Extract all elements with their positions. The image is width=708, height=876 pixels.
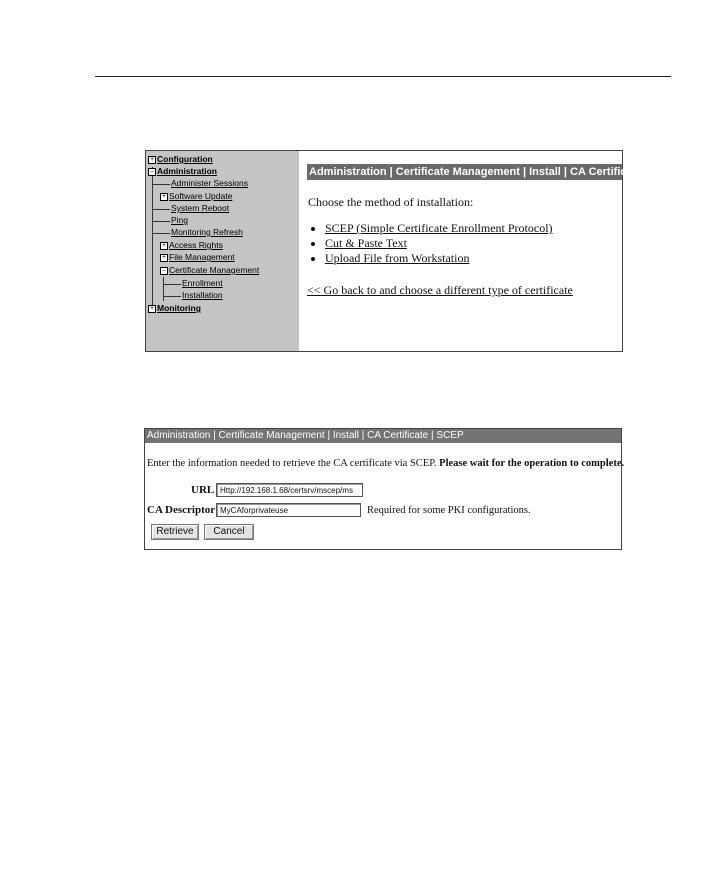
ca-descriptor-field[interactable]: MyCAforprivateuse — [216, 503, 361, 517]
installation-prompt: Choose the method of installation: — [308, 195, 474, 209]
expand-icon[interactable]: + — [148, 156, 156, 164]
go-back-link[interactable]: << Go back to and choose a different type of certificate — [307, 283, 573, 297]
tree-item-label: Installation — [182, 290, 223, 300]
expand-icon[interactable]: + — [148, 305, 156, 313]
tree-connector — [152, 167, 153, 309]
descriptor-note: Required for some PKI configurations. — [367, 505, 531, 516]
instruction-main: Enter the information needed to retrieve the CA certificate via SCEP. — [147, 458, 440, 469]
upload-file-link[interactable]: Upload File from Workstation — [325, 251, 470, 265]
installation-method-screenshot — [145, 150, 643, 352]
tree-item-label: Administration — [157, 166, 217, 176]
tree-item-certificate-management[interactable] — [160, 265, 259, 276]
cancel-button[interactable]: Cancel — [204, 524, 254, 540]
instruction-text — [147, 458, 624, 469]
tree-item-installation[interactable] — [182, 290, 223, 301]
tree-item-administration[interactable] — [148, 166, 217, 177]
tree-item-label: System Reboot — [171, 203, 230, 213]
tree-item-monitoring-refresh[interactable] — [171, 227, 243, 238]
tree-item-access-rights[interactable] — [160, 240, 223, 251]
tree-connector — [152, 209, 170, 210]
tree-item-configuration[interactable] — [148, 154, 213, 165]
tree-item-label: Ping — [171, 215, 189, 225]
instruction-bold: Please wait for the operation to complete. — [439, 458, 625, 469]
ca-descriptor-label: CA Descriptor — [147, 504, 216, 516]
tree-item-label: Monitoring Refresh — [171, 227, 243, 237]
expand-icon[interactable]: + — [160, 193, 168, 201]
retrieve-button[interactable]: Retrieve — [151, 524, 199, 540]
url-field[interactable]: Http://192.168.1.68/certsrv/mscep/ms — [216, 483, 363, 497]
tree-item-label: Configuration — [157, 154, 213, 164]
scep-link[interactable]: SCEP (Simple Certificate Enrollment Protocol) — [325, 221, 553, 235]
expand-icon[interactable]: + — [160, 254, 168, 262]
cut-paste-link[interactable]: Cut & Paste Text — [325, 236, 407, 250]
list-item — [325, 236, 553, 251]
tree-connector — [152, 233, 170, 234]
tree-connector — [163, 296, 181, 297]
breadcrumb-banner: Administration | Certificate Management | Install | CA Certificate — [309, 166, 643, 178]
tree-connector — [152, 184, 170, 185]
tree-item-administer-sessions[interactable] — [171, 178, 248, 189]
scep-retrieve-screenshot — [144, 428, 625, 550]
tree-item-software-update[interactable] — [160, 191, 232, 202]
expand-icon[interactable]: + — [160, 242, 168, 250]
tree-connector — [163, 277, 164, 301]
collapse-icon[interactable]: − — [160, 267, 168, 275]
tree-item-label: Software Update — [169, 191, 233, 201]
collapse-icon[interactable]: − — [148, 168, 156, 176]
tree-item-label: File Management — [169, 252, 235, 262]
url-label: URL — [191, 484, 215, 496]
list-item — [325, 221, 553, 236]
tree-item-ping[interactable] — [171, 215, 188, 226]
tree-connector — [152, 221, 170, 222]
tree-item-label: Access Rights — [169, 240, 223, 250]
sidebar-tree — [146, 151, 299, 351]
tree-item-label: Enrollment — [182, 278, 223, 288]
tree-item-label: Monitoring — [157, 303, 201, 313]
tree-item-system-reboot[interactable] — [171, 203, 229, 214]
list-item — [325, 251, 553, 266]
main-content — [299, 151, 643, 351]
tree-item-file-management[interactable] — [160, 252, 235, 263]
tree-item-enrollment[interactable] — [182, 278, 223, 289]
tree-connector — [163, 284, 181, 285]
breadcrumb-banner: Administration | Certificate Management | Install | CA Certificate | SCEP — [145, 429, 621, 443]
tree-item-label: Certificate Management — [169, 265, 260, 275]
tree-item-label: Administer Sessions — [171, 178, 249, 188]
page-header-rule — [95, 76, 671, 77]
installation-method-list — [309, 221, 553, 266]
tree-item-monitoring[interactable] — [148, 303, 201, 314]
